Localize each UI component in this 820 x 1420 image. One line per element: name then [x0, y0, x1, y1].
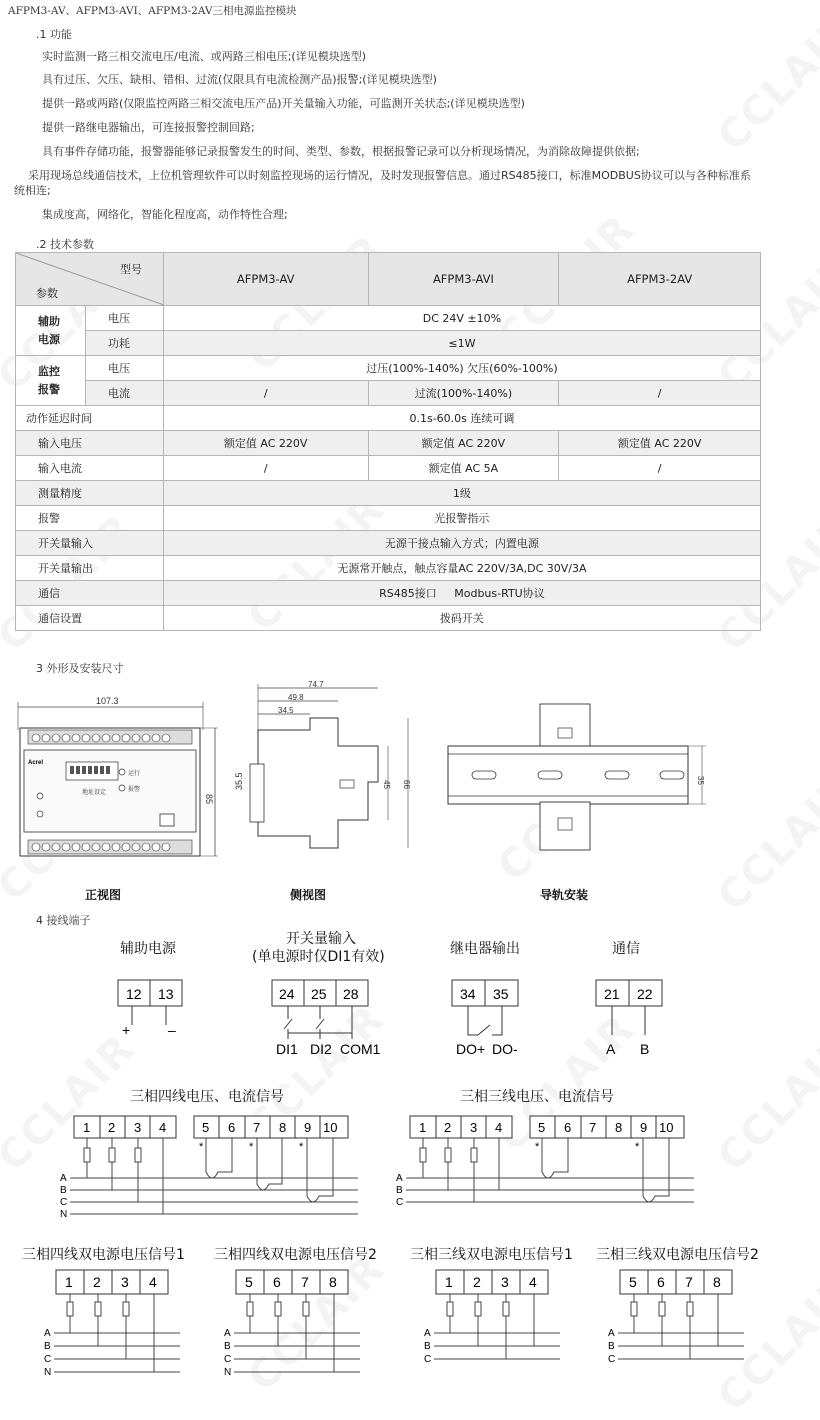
- line-label: C: [608, 1354, 616, 1365]
- paragraph: 采用现场总线通信技术，上位机管理软件可以时刻监控现场的运行情况，及时发现报警信息。通过RS485接口，标准MODBUS协议可以与各种标准系: [28, 169, 751, 182]
- wiring-title: 三相三线双电源电压信号1: [410, 1247, 573, 1263]
- wiring-diagram-3p4w: [58, 1112, 368, 1222]
- row-label: 电压: [85, 356, 163, 381]
- front-view-drawing: [10, 690, 220, 870]
- cell-value: /: [163, 456, 368, 481]
- terminal-number: 7: [301, 1274, 309, 1290]
- side-depth-dim: 49.8: [288, 693, 304, 702]
- terminal-number: 5: [538, 1120, 546, 1135]
- wiring-title: 三相四线电压、电流信号: [130, 1089, 284, 1105]
- row-label: 通信: [16, 581, 164, 606]
- header-param: 参数: [36, 287, 58, 300]
- model-header: AFPM3-2AV: [559, 253, 761, 306]
- aux-minus: –: [168, 1022, 176, 1038]
- line-label: C: [224, 1354, 232, 1365]
- polarity-star: *: [199, 1141, 204, 1153]
- side-rail-dim: 35.5: [234, 772, 244, 790]
- terminal-label: DO+: [456, 1041, 486, 1057]
- row-label: 输入电压: [16, 431, 164, 456]
- line-label: A: [44, 1328, 51, 1339]
- terminal-label: COM1: [340, 1041, 381, 1057]
- front-height-dim: 85: [204, 794, 214, 805]
- row-label: 电流: [85, 381, 163, 406]
- cell-value: /: [163, 381, 368, 406]
- terminal-number: 24: [279, 986, 295, 1002]
- caption-side-view: 侧视图: [290, 888, 327, 902]
- terminal-label: A: [606, 1041, 616, 1057]
- row-label: 动作延迟时间: [16, 406, 164, 431]
- row-label: 测量精度: [16, 481, 164, 506]
- cell-value: 额定值 AC 220V: [559, 431, 761, 456]
- cell-value: 无源常开触点，触点容量AC 220V/3A,DC 30V/3A: [163, 556, 760, 581]
- terminal-number: 5: [629, 1274, 637, 1290]
- di-title: 开关量输入: [286, 931, 356, 947]
- cell-value: 光报警指示: [163, 506, 760, 531]
- line-label: C: [424, 1354, 432, 1365]
- wiring-diagram-3p3w: [394, 1112, 704, 1222]
- relay-title: 继电器输出: [450, 941, 520, 957]
- brand-logo: Acrel: [28, 760, 44, 766]
- terminal-number: 8: [279, 1120, 287, 1135]
- cell-value: 1级: [163, 481, 760, 506]
- line-label: B: [44, 1341, 51, 1352]
- terminal-number: 7: [253, 1120, 261, 1135]
- terminal-number: 4: [529, 1274, 537, 1290]
- wiring-diagram-dual-3w-1: [420, 1266, 570, 1376]
- terminal-number: 6: [564, 1120, 572, 1135]
- terminal-number: 4: [149, 1274, 157, 1290]
- cell-value: 过流(100%-140%): [368, 381, 559, 406]
- wiring-diagram-dual-4w-1: [40, 1266, 190, 1386]
- cell-value: /: [559, 381, 761, 406]
- cell-value: 拨码开关: [163, 606, 760, 631]
- paragraph: 具有事件存储功能，报警器能够记录报警发生的时间、类型、参数，根据报警记录可以分析现场情况，为消除故障提供依据;: [42, 145, 640, 158]
- wiring-diagram-dual-3w-2: [604, 1266, 754, 1376]
- wiring-title: 三相三线电压、电流信号: [460, 1089, 614, 1105]
- terminal-number: 22: [637, 986, 653, 1002]
- model-header: AFPM3-AVI: [368, 253, 559, 306]
- cell-value: 额定值 AC 220V: [368, 431, 559, 456]
- line-label: A: [224, 1328, 231, 1339]
- polarity-star: *: [249, 1141, 254, 1153]
- document-title: AFPM3-AV、AFPM3-AVI、AFPM3-2AV三相电源监控模块: [8, 5, 297, 17]
- wiring-title: 三相四线双电源电压信号2: [214, 1247, 377, 1263]
- line-label: B: [224, 1341, 231, 1352]
- caption-rail-mount: 导轨安装: [540, 888, 589, 902]
- terminal-number: 3: [501, 1274, 509, 1290]
- terminal-number: 3: [134, 1120, 142, 1135]
- header-model: 型号: [120, 263, 142, 276]
- terminal-label: DI2: [310, 1041, 332, 1057]
- polarity-star: *: [635, 1141, 640, 1153]
- terminal-number: 10: [659, 1120, 674, 1135]
- terminal-number: 13: [158, 986, 174, 1002]
- side-height-dim: 45: [382, 780, 391, 789]
- terminal-number: 2: [473, 1274, 481, 1290]
- terminal-label: DI1: [276, 1041, 298, 1057]
- terminal-number: 2: [108, 1120, 116, 1135]
- terminal-number: 6: [228, 1120, 236, 1135]
- terminal-blocks-top: [110, 975, 710, 1065]
- paragraph: 提供一路继电器输出，可连接报警控制回路;: [42, 121, 255, 134]
- line-label: A: [396, 1173, 403, 1184]
- terminal-number: 9: [640, 1120, 648, 1135]
- terminal-number: 7: [685, 1274, 693, 1290]
- terminal-number: 3: [470, 1120, 478, 1135]
- row-label: 报警: [16, 506, 164, 531]
- terminal-number: 25: [311, 986, 327, 1002]
- terminal-number: 4: [495, 1120, 503, 1135]
- cell-value: 额定值 AC 220V: [163, 431, 368, 456]
- terminal-number: 6: [273, 1274, 281, 1290]
- aux-plus: +: [122, 1022, 131, 1038]
- wiring-diagram-dual-4w-2: [220, 1266, 370, 1386]
- rail-height-dim: 35: [696, 776, 705, 785]
- section-heading-specs: .2 技术参数: [36, 238, 94, 251]
- cell-value: /: [559, 456, 761, 481]
- terminal-number: 1: [83, 1120, 91, 1135]
- paragraph: 具有过压、欠压、缺相、错相、过流(仅限具有电流检测产品)报警;(详见模块选型): [42, 73, 437, 86]
- spec-table: [15, 252, 761, 631]
- terminal-number: 2: [444, 1120, 452, 1135]
- cell-value: 无源干接点输入方式；内置电源: [163, 531, 760, 556]
- side-height-dim: 66: [402, 780, 411, 789]
- line-label: B: [424, 1341, 431, 1352]
- row-label: 开关量输出: [16, 556, 164, 581]
- wiring-title: 三相四线双电源电压信号1: [22, 1247, 185, 1263]
- table-header-corner: [16, 253, 164, 306]
- paragraph: 统相连;: [14, 184, 51, 197]
- aux-power-title: 辅助电源: [120, 941, 176, 957]
- terminal-number: 1: [419, 1120, 427, 1135]
- cell-value: 额定值 AC 5A: [368, 456, 559, 481]
- section-heading-terminals: 4 接线端子: [36, 914, 91, 927]
- led-alarm-label: 报警: [128, 787, 141, 793]
- terminal-number: 9: [304, 1120, 312, 1135]
- terminal-number: 7: [589, 1120, 597, 1135]
- watermark: [709, 766, 820, 921]
- line-label: N: [60, 1209, 68, 1220]
- side-view-drawing: [228, 680, 424, 860]
- terminal-number: 35: [493, 986, 509, 1002]
- paragraph: 集成度高，网络化，智能化程度高，动作特性合理;: [42, 208, 288, 221]
- terminal-number: 2: [93, 1274, 101, 1290]
- group-aux-power: 辅助电源: [16, 306, 86, 356]
- comm-title: 通信: [612, 941, 640, 957]
- terminal-label: B: [640, 1041, 650, 1057]
- watermark: [709, 6, 820, 161]
- terminal-number: 21: [604, 986, 620, 1002]
- cell-value: RS485接口 Modbus-RTU协议: [163, 581, 760, 606]
- cell-value: ≤1W: [163, 331, 760, 356]
- group-monitor-alarm: 监控报警: [16, 356, 86, 406]
- row-label: 功耗: [85, 331, 163, 356]
- terminal-number: 3: [121, 1274, 129, 1290]
- line-label: B: [396, 1185, 403, 1196]
- row-label: 电压: [85, 306, 163, 331]
- row-label: 通信设置: [16, 606, 164, 631]
- terminal-number: 1: [65, 1274, 73, 1290]
- terminal-number: 10: [323, 1120, 338, 1135]
- line-label: C: [396, 1197, 404, 1208]
- line-label: C: [44, 1354, 52, 1365]
- front-width-dim: 107.3: [96, 696, 119, 706]
- terminal-number: 8: [329, 1274, 337, 1290]
- line-label: A: [608, 1328, 615, 1339]
- line-label: C: [60, 1197, 68, 1208]
- terminal-number: 34: [460, 986, 476, 1002]
- section-heading-functions: .1 功能: [36, 28, 72, 41]
- terminal-number: 5: [202, 1120, 210, 1135]
- side-depth-dim: 34.5: [278, 706, 294, 715]
- line-label: B: [60, 1185, 67, 1196]
- led-run-label: 运行: [128, 771, 141, 777]
- terminal-number: 28: [343, 986, 359, 1002]
- polarity-star: *: [299, 1141, 304, 1153]
- line-label: A: [424, 1328, 431, 1339]
- di-subtitle: (单电源时仅DI1有效): [252, 949, 385, 965]
- section-heading-dimensions: 3 外形及安装尺寸: [36, 662, 124, 675]
- terminal-number: 8: [615, 1120, 623, 1135]
- cell-value: DC 24V ±10%: [163, 306, 760, 331]
- terminal-number: 1: [445, 1274, 453, 1290]
- row-label: 输入电流: [16, 456, 164, 481]
- row-label: 开关量输入: [16, 531, 164, 556]
- paragraph: 提供一路或两路(仅限监控两路三相交流电压产品)开关量输入功能，可监测开关状态;(详见模块选型): [42, 97, 525, 110]
- terminal-number: 5: [245, 1274, 253, 1290]
- terminal-label: DO-: [492, 1041, 518, 1057]
- terminal-number: 8: [713, 1274, 721, 1290]
- model-header: AFPM3-AV: [163, 253, 368, 306]
- rail-mount-drawing: [440, 700, 720, 860]
- cell-value: 过压(100%-140%) 欠压(60%-100%): [163, 356, 760, 381]
- polarity-star: *: [535, 1141, 540, 1153]
- cell-value: 0.1s-60.0s 连续可调: [163, 406, 760, 431]
- side-depth-dim: 74.7: [308, 680, 324, 689]
- panel-label: 地址设定: [82, 790, 107, 796]
- caption-front-view: 正视图: [85, 888, 122, 902]
- line-label: N: [44, 1367, 52, 1378]
- line-label: A: [60, 1173, 67, 1184]
- wiring-title: 三相三线双电源电压信号2: [596, 1247, 759, 1263]
- terminal-number: 12: [126, 986, 142, 1002]
- line-label: B: [608, 1341, 615, 1352]
- terminal-number: 6: [657, 1274, 665, 1290]
- paragraph: 实时监测一路三相交流电压/电流、或两路三相电压;(详见模块选型): [42, 50, 366, 63]
- terminal-number: 4: [159, 1120, 167, 1135]
- line-label: N: [224, 1367, 232, 1378]
- watermark: [709, 1026, 820, 1181]
